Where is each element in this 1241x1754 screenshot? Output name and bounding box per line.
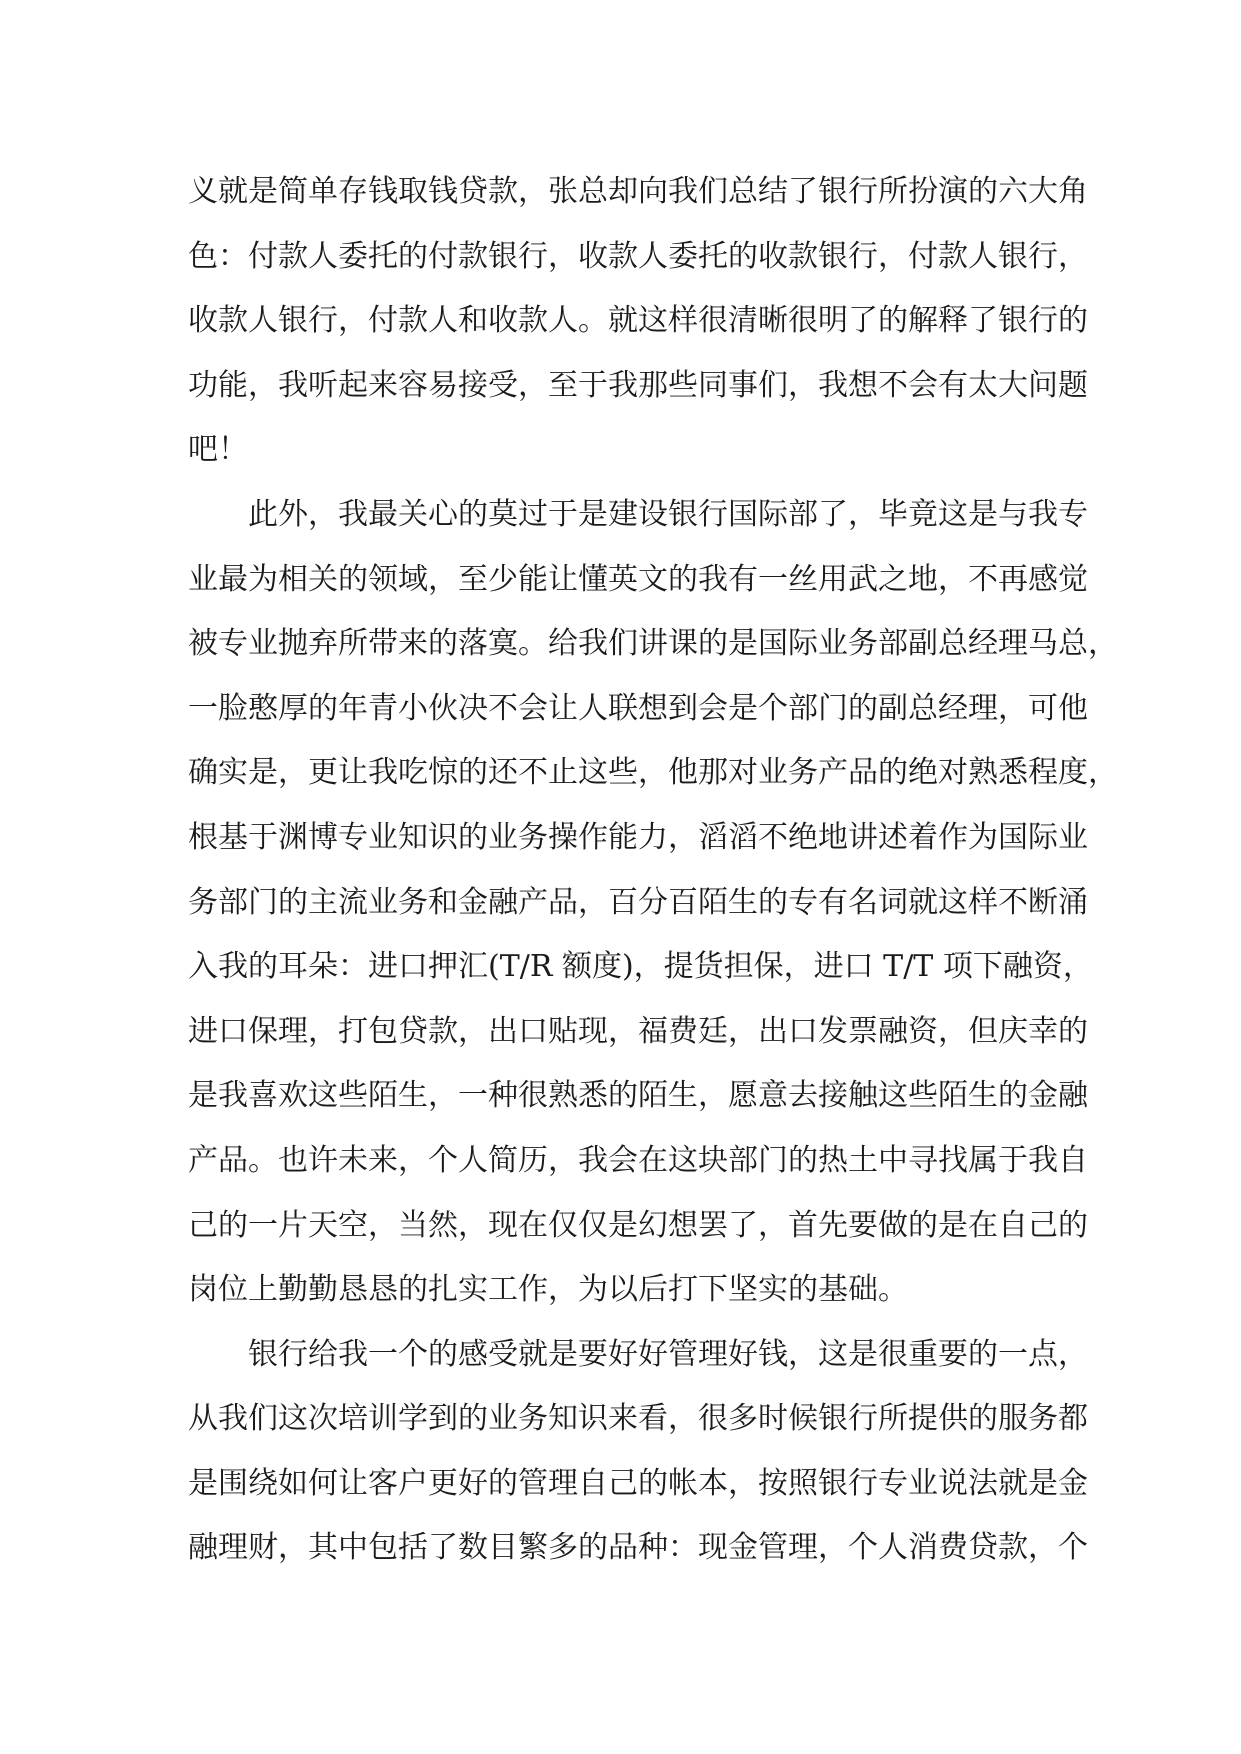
text-line: 功能，我听起来容易接受，至于我那些同事们，我想不会有太大问题 — [188, 367, 1088, 403]
text-line: 是我喜欢这些陌生，一种很熟悉的陌生，愿意去接触这些陌生的金融 — [188, 1078, 1088, 1114]
text-line: 吧！ — [188, 432, 248, 468]
text-line: 融理财，其中包括了数目繁多的品种：现金管理，个人消费贷款，个 — [188, 1530, 1088, 1566]
text-line: 色：付款人委托的付款银行，收款人委托的收款银行，付款人银行， — [188, 238, 1088, 274]
text-line: 被专业抛弃所带来的落寞。给我们讲课的是国际业务部副总经理马总， — [188, 626, 1118, 662]
text-line: 己的一片天空，当然，现在仅仅是幻想罢了，首先要做的是在自己的 — [188, 1207, 1088, 1243]
text-line: 岗位上勤勤恳恳的扎实工作，为以后打下坚实的基础。 — [188, 1272, 908, 1308]
text-line: 确实是，更让我吃惊的还不止这些，他那对业务产品的绝对熟悉程度， — [188, 755, 1118, 791]
paragraph-start-line: 银行给我一个的感受就是要好好管理好钱，这是很重要的一点， — [248, 1336, 1088, 1372]
text-line: 从我们这次培训学到的业务知识来看，很多时候银行所提供的服务都 — [188, 1401, 1088, 1437]
text-line: 进口保理，打包贷款，出口贴现，福费廷，出口发票融资，但庆幸的 — [188, 1013, 1088, 1049]
text-line: 务部门的主流业务和金融产品，百分百陌生的专有名词就这样不断涌 — [188, 884, 1088, 920]
text-line: 一脸憨厚的年青小伙决不会让人联想到会是个部门的副总经理，可他 — [188, 690, 1088, 726]
text-line: 入我的耳朵：进口押汇(T/R 额度)，提货担保，进口 T/T 项下融资， — [188, 949, 1093, 985]
text-line: 业最为相关的领域，至少能让懂英文的我有一丝用武之地，不再感觉 — [188, 561, 1088, 597]
text-line: 产品。也许未来，个人简历，我会在这块部门的热土中寻找属于我自 — [188, 1142, 1088, 1178]
body-text — [188, 160, 1118, 1581]
text-line: 是围绕如何让客户更好的管理自己的帐本，按照银行专业说法就是金 — [188, 1465, 1088, 1501]
text-line: 根基于渊博专业知识的业务操作能力，滔滔不绝地讲述着作为国际业 — [188, 819, 1088, 855]
paragraph-start-line: 此外，我最关心的莫过于是建设银行国际部了，毕竟这是与我专 — [248, 496, 1088, 532]
text-line: 义就是简单存钱取钱贷款，张总却向我们总结了银行所扮演的六大角 — [188, 174, 1088, 209]
text-line: 收款人银行，付款人和收款人。就这样很清晰很明了的解释了银行的 — [188, 303, 1088, 339]
